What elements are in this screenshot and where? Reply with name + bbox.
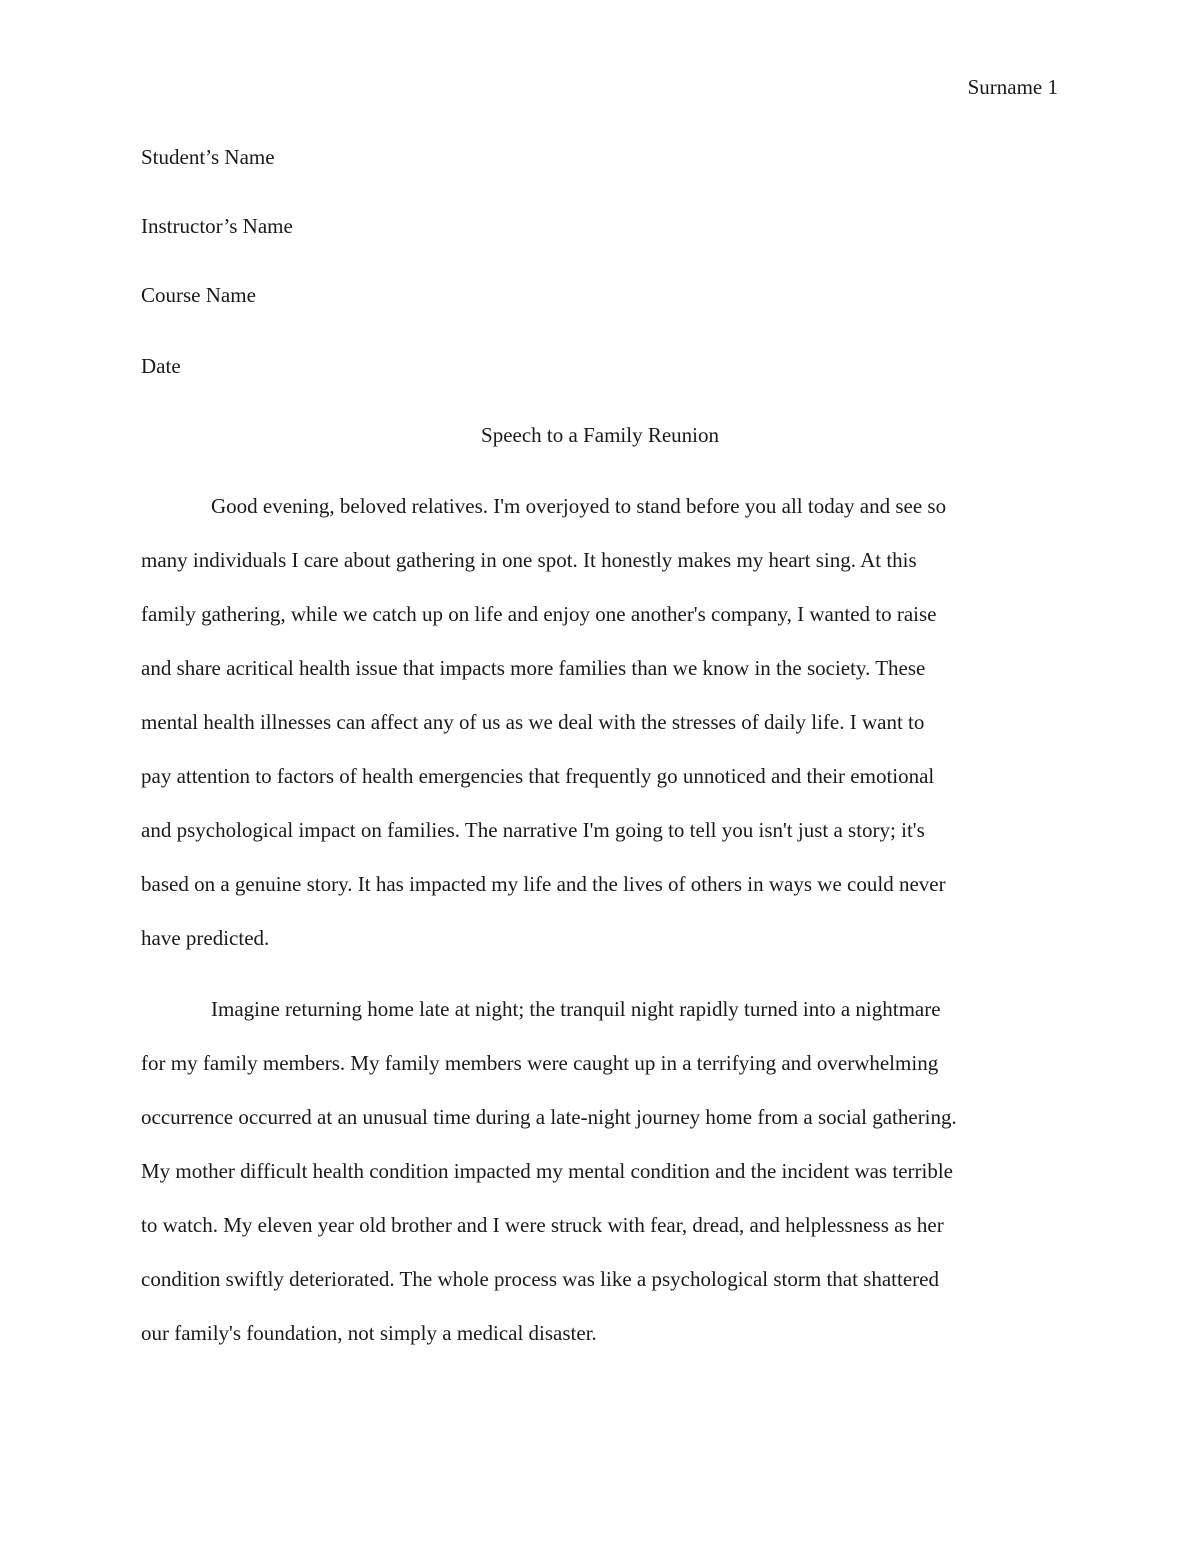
running-head: Surname 1 — [967, 75, 1058, 99]
essay-title: Speech to a Family Reunion — [481, 423, 719, 447]
paragraph-2 — [141, 997, 1061, 1375]
paragraph-line: and share acritical health issue that impacts more families than we know in the society. These — [141, 656, 926, 680]
course-name: Course Name — [141, 283, 256, 307]
paragraph-line: to watch. My eleven year old brother and I were struck with fear, dread, and helplessness as her — [141, 1213, 944, 1237]
paragraph-line: My mother difficult health condition impacted my mental condition and the incident was terrible — [141, 1159, 953, 1183]
paragraph-1 — [141, 494, 1061, 980]
paragraph-line: family gathering, while we catch up on life and enjoy one another's company, I wanted to raise — [141, 602, 937, 626]
paragraph-line: mental health illnesses can affect any of us as we deal with the stresses of daily life. I want to — [141, 710, 925, 734]
paragraph-line: condition swiftly deteriorated. The whole process was like a psychological storm that shattered — [141, 1267, 939, 1291]
paragraph-line: and psychological impact on families. The narrative I'm going to tell you isn't just a story; it's — [141, 818, 925, 842]
paragraph-line: our family's foundation, not simply a medical disaster. — [141, 1321, 597, 1345]
paragraph-line: have predicted. — [141, 926, 270, 950]
paragraph-line: pay attention to factors of health emergencies that frequently go unnoticed and their emotional — [141, 764, 935, 788]
student-name: Student’s Name — [141, 145, 275, 169]
instructor-name: Instructor’s Name — [141, 214, 293, 238]
paragraph-line: for my family members. My family members were caught up in a terrifying and overwhelming — [141, 1051, 939, 1075]
paragraph-line: many individuals I care about gathering in one spot. It honestly makes my heart sing. At this — [141, 548, 917, 572]
paragraph-line: Imagine returning home late at night; the tranquil night rapidly turned into a nightmare — [211, 997, 941, 1021]
paragraph-line: Good evening, beloved relatives. I'm overjoyed to stand before you all today and see so — [211, 494, 947, 518]
paragraph-line: occurrence occurred at an unusual time during a late-night journey home from a social gathering. — [141, 1105, 957, 1129]
paragraph-line: based on a genuine story. It has impacted my life and the lives of others in ways we could never — [141, 872, 946, 896]
date: Date — [141, 354, 181, 378]
